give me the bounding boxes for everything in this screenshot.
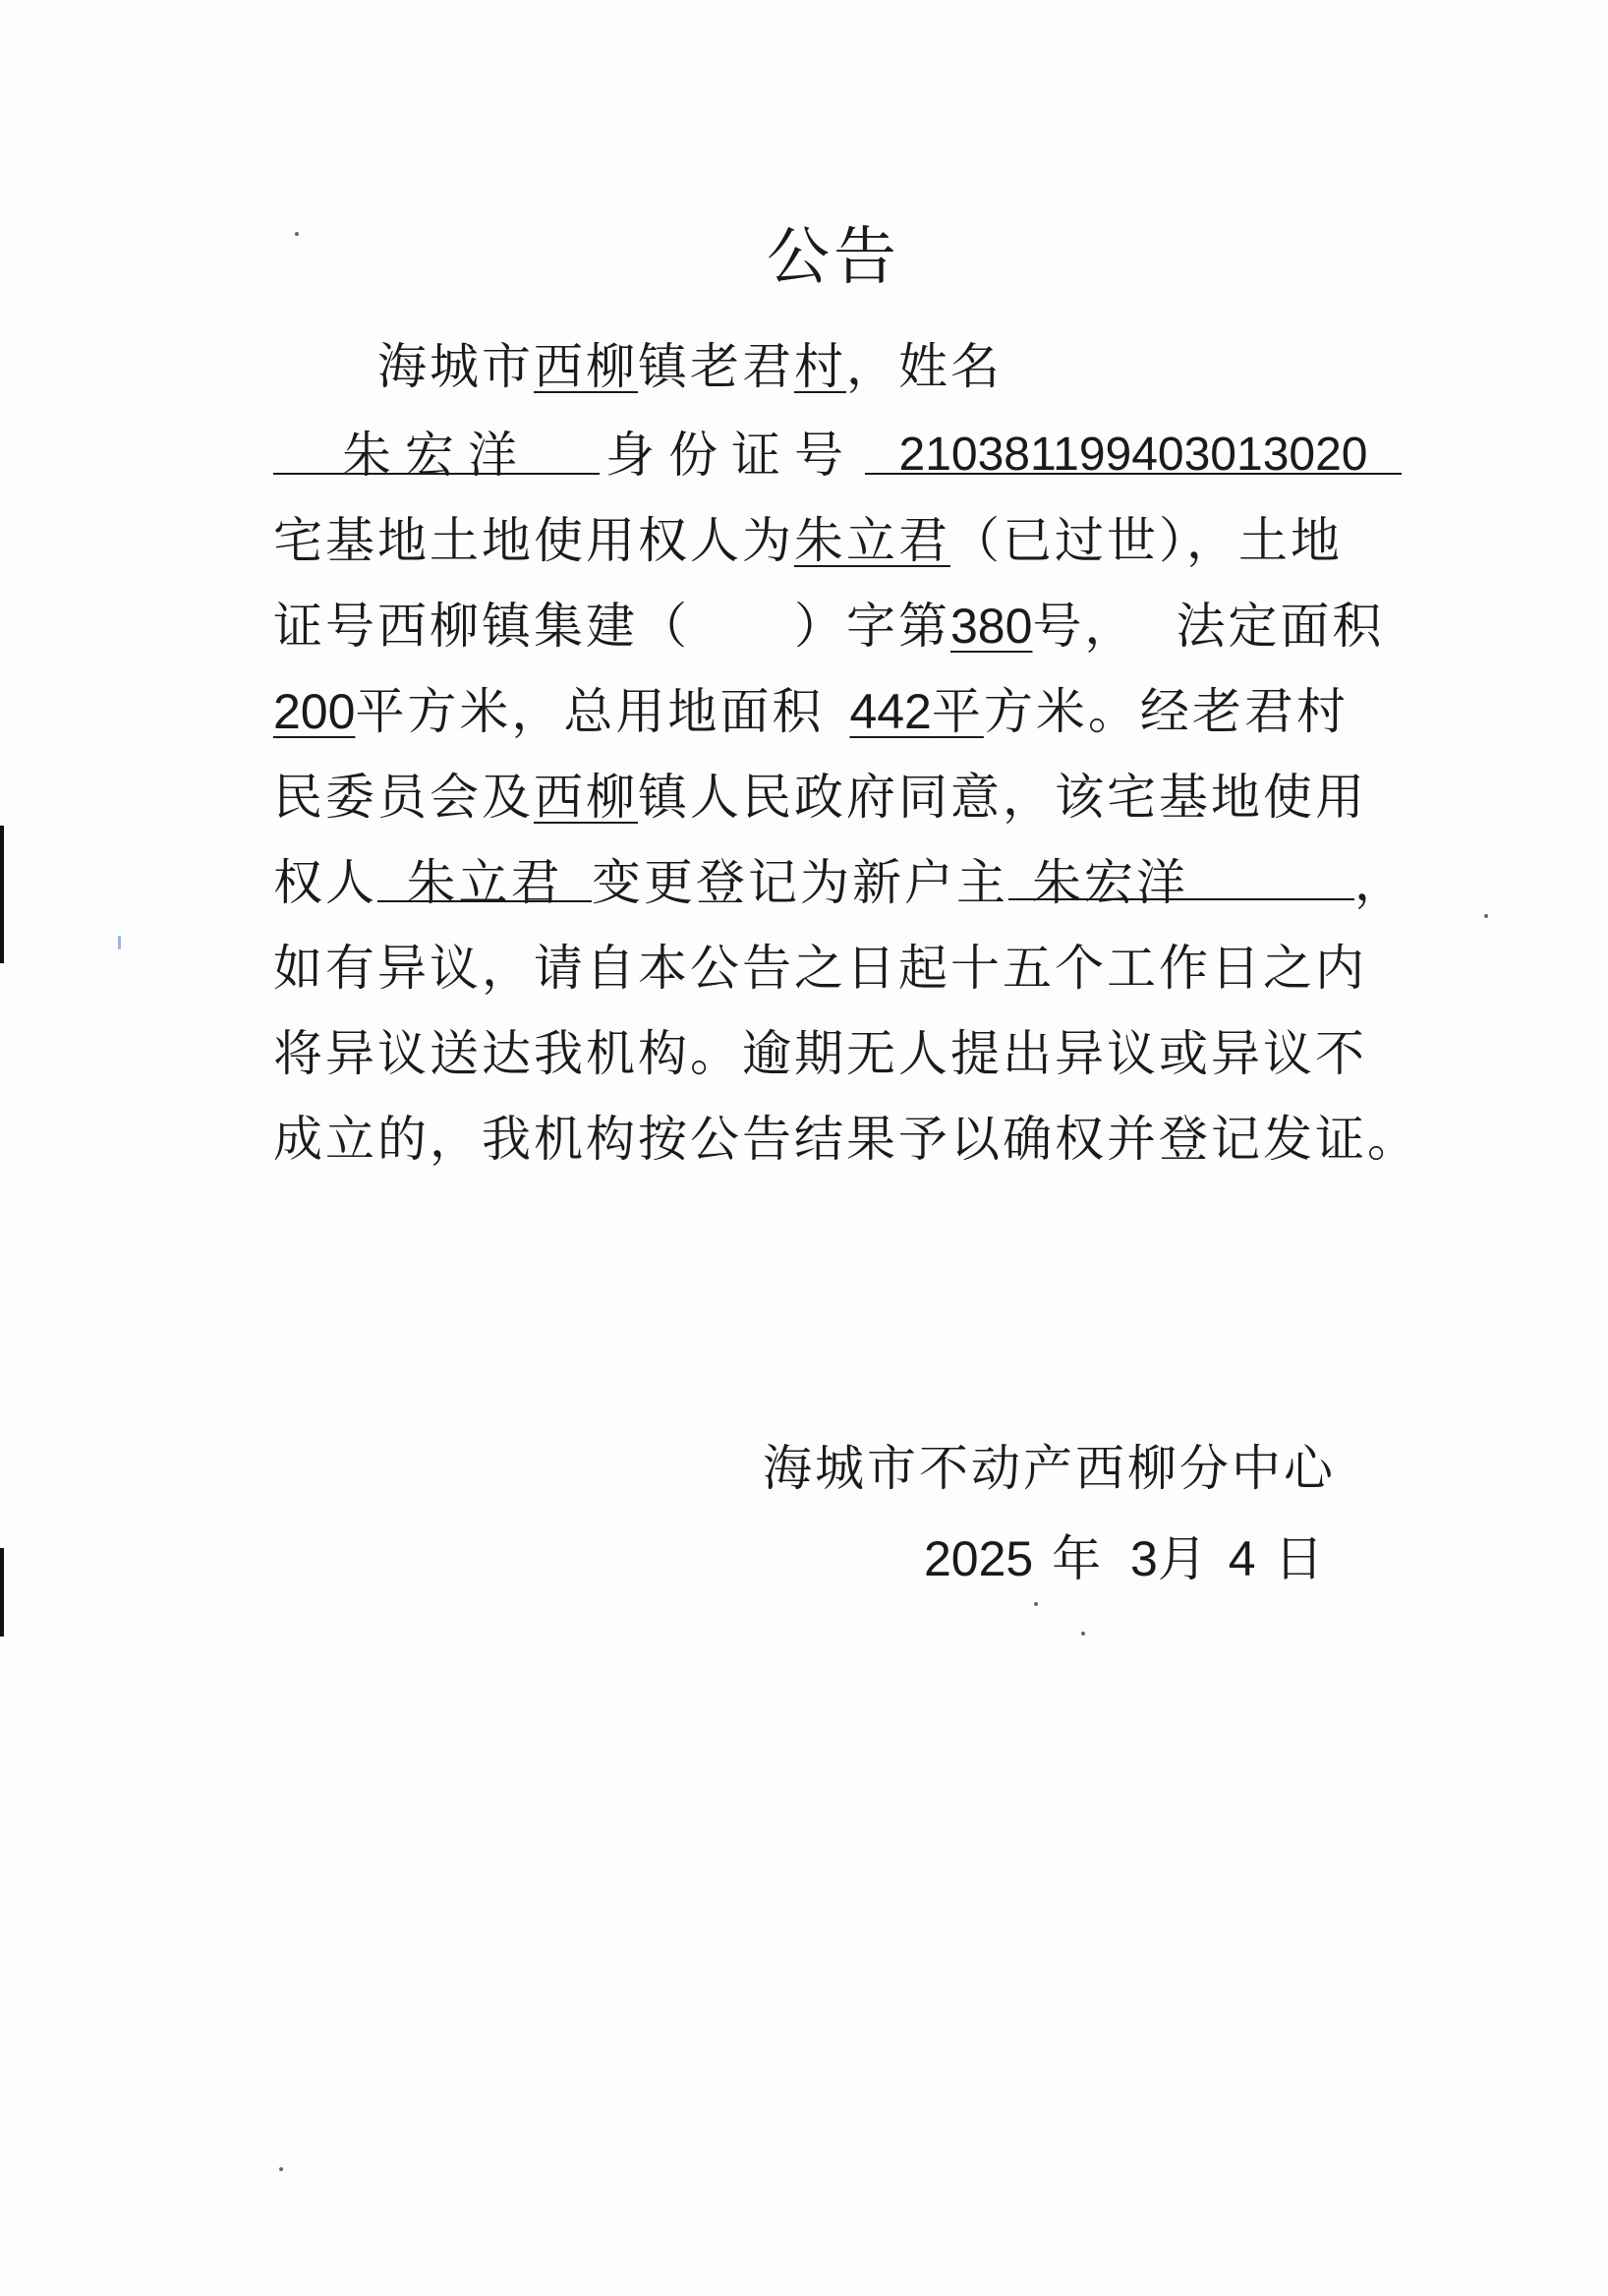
legal-area-value: 200 bbox=[273, 684, 356, 739]
date-month: 3 bbox=[1130, 1531, 1158, 1586]
text: （已过世），土地 bbox=[950, 512, 1343, 569]
applicant-name-field: 朱宏洋 bbox=[273, 416, 600, 475]
body-line-7 bbox=[273, 843, 1413, 922]
text: 海城市 bbox=[377, 338, 534, 395]
text: 日 bbox=[1274, 1530, 1327, 1587]
body-line-2 bbox=[273, 416, 1413, 494]
body-line-3 bbox=[273, 501, 1413, 580]
id-label: 身份证号 bbox=[605, 427, 857, 484]
text: 镇人民政府同意，该宅基地使用 bbox=[638, 769, 1367, 826]
land-owner-name: 朱立君 bbox=[794, 512, 950, 569]
text: 法定面积 bbox=[1176, 598, 1385, 655]
body-line-6 bbox=[273, 758, 1413, 836]
date-year: 2025 bbox=[924, 1531, 1034, 1586]
text: ， bbox=[1354, 854, 1407, 911]
scan-speck bbox=[1034, 1602, 1038, 1606]
body-line-1 bbox=[377, 327, 1518, 406]
body-line-4 bbox=[273, 587, 1413, 665]
text: 证号西柳镇集建（ ）字第 bbox=[273, 598, 950, 655]
body-line-9: 将异议送达我机构。逾期无人提出异议或异议不 bbox=[273, 1025, 1367, 1082]
scan-edge-mark bbox=[0, 826, 4, 963]
notice-title: 公告 bbox=[767, 221, 900, 294]
certificate-number: 380 bbox=[950, 599, 1033, 654]
new-owner-field: 朱宏洋 bbox=[1008, 843, 1354, 900]
text: 平方米，总用地面积 bbox=[355, 683, 825, 740]
total-area-value: 442 bbox=[849, 684, 932, 739]
scan-speck bbox=[118, 936, 121, 949]
issuer-name: 海城市不动产西柳分中心 bbox=[763, 1440, 1336, 1497]
text: ，姓名 bbox=[846, 338, 1003, 395]
issue-date bbox=[924, 1520, 1326, 1598]
id-number-field: 210381199403013020 bbox=[865, 416, 1402, 475]
text: 平 bbox=[931, 683, 984, 740]
old-owner-field: 朱立君 bbox=[377, 843, 592, 902]
text: 变更登记为新户主 bbox=[592, 854, 1008, 911]
body-line-5 bbox=[273, 672, 1413, 751]
town-name: 西柳 bbox=[534, 769, 638, 826]
text: 年 bbox=[1052, 1530, 1105, 1587]
body-line-8: 如有异议，请自本公告之日起十五个工作日之内 bbox=[273, 940, 1367, 997]
date-day: 4 bbox=[1228, 1531, 1256, 1586]
town-name: 西柳 bbox=[534, 338, 638, 395]
text: 月 bbox=[1157, 1530, 1210, 1587]
scan-edge-mark bbox=[0, 1548, 4, 1636]
text: 宅基地土地使用权人为 bbox=[273, 512, 794, 569]
village-suffix: 村 bbox=[794, 338, 846, 395]
text: 方米。经老君村 bbox=[983, 683, 1349, 740]
text: 民委员会及 bbox=[273, 769, 534, 826]
scan-speck bbox=[1484, 914, 1488, 918]
body-line-10: 成立的，我机构按公告结果予以确权并登记发证。 bbox=[273, 1111, 1419, 1168]
scan-speck bbox=[279, 2167, 283, 2171]
text: 镇老君 bbox=[638, 338, 794, 395]
text: 号， bbox=[1032, 598, 1137, 655]
scan-speck bbox=[1081, 1632, 1085, 1636]
text: 权人 bbox=[273, 854, 377, 911]
